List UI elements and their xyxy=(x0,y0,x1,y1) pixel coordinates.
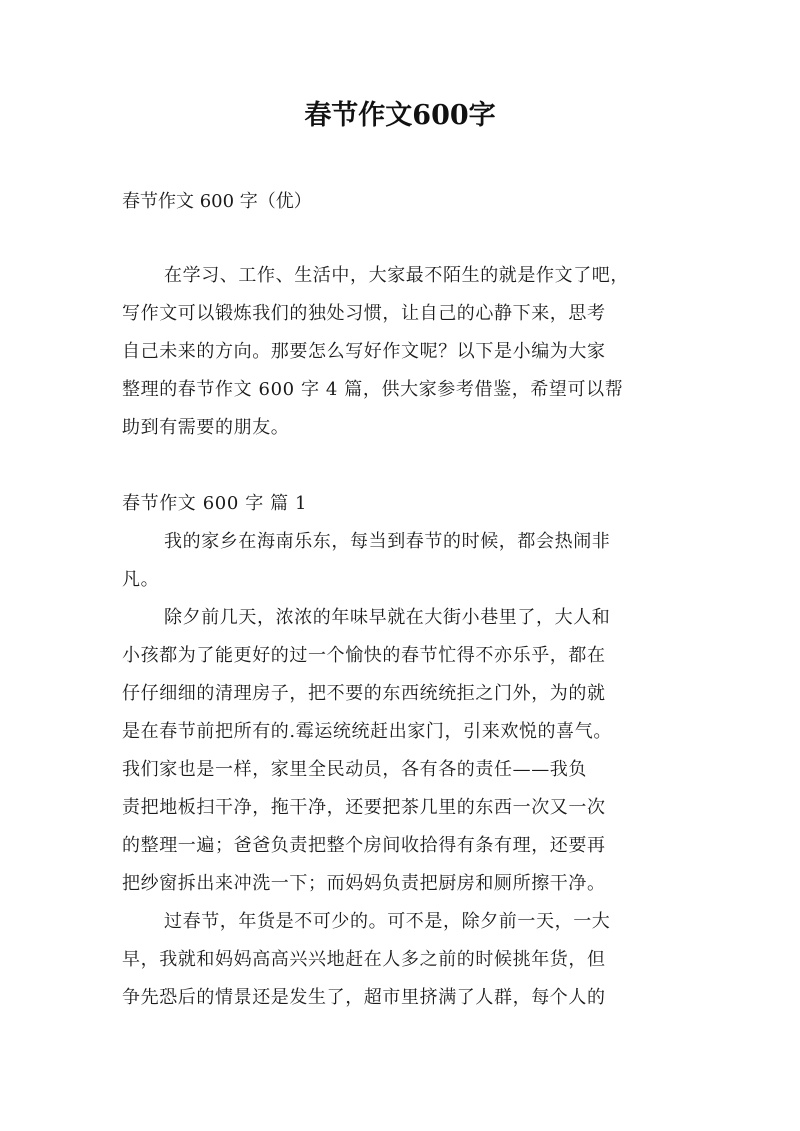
intro-line: 自己未来的方向。那要怎么写好作文呢？以下是小编为大家 xyxy=(122,341,606,362)
section-line: 我的家乡在海南乐东，每当到春节的时候，都会热闹非 xyxy=(164,531,611,552)
intro-line: 在学习、工作、生活中，大家最不陌生的就是作文了吧， xyxy=(164,265,629,286)
section-line: 责把地板扫干净，拖干净，还要把茶几里的东西一次又一次 xyxy=(122,797,606,818)
intro-line: 写作文可以锻炼我们的独处习惯，让自己的心静下来，思考 xyxy=(122,303,606,324)
intro-paragraph xyxy=(122,257,692,447)
section-line: 小孩都为了能更好的过一个愉快的春节忙得不亦乐乎，都在 xyxy=(122,645,606,666)
document-subtitle: 春节作文 600 字（优） xyxy=(122,191,312,212)
section-1 xyxy=(122,485,692,1017)
section-line: 我们家也是一样，家里全民动员，各有各的责任——我负 xyxy=(122,759,587,780)
section-line: 仔仔细细的清理房子，把不要的东西统统拒之门外，为的就 xyxy=(122,683,606,704)
section-line: 凡。 xyxy=(122,569,160,590)
section-heading: 春节作文 600 字 篇 1 xyxy=(122,493,308,514)
intro-line: 整理的春节作文 600 字 4 篇，供大家参考借鉴，希望可以帮 xyxy=(122,379,624,400)
section-line: 过春节，年货是不可少的。可不是，除夕前一天，一大 xyxy=(164,911,611,932)
section-line: 把纱窗拆出来冲洗一下；而妈妈负责把厨房和厕所擦干净。 xyxy=(122,873,606,894)
document-title: 春节作文600字 xyxy=(304,100,496,131)
intro-line: 助到有需要的朋友。 xyxy=(122,417,290,438)
section-line: 的整理一遍；爸爸负责把整个房间收拾得有条有理，还要再 xyxy=(122,835,606,856)
section-line: 争先恐后的情景还是发生了，超市里挤满了人群，每个人的 xyxy=(122,987,606,1008)
section-line: 是在春节前把所有的.霉运统统赶出家门，引来欢悦的喜气。 xyxy=(122,721,612,742)
section-line: 早，我就和妈妈高高兴兴地赶在人多之前的时候挑年货，但 xyxy=(122,949,606,970)
section-line: 除夕前几天，浓浓的年味早就在大街小巷里了，大人和 xyxy=(164,607,611,628)
